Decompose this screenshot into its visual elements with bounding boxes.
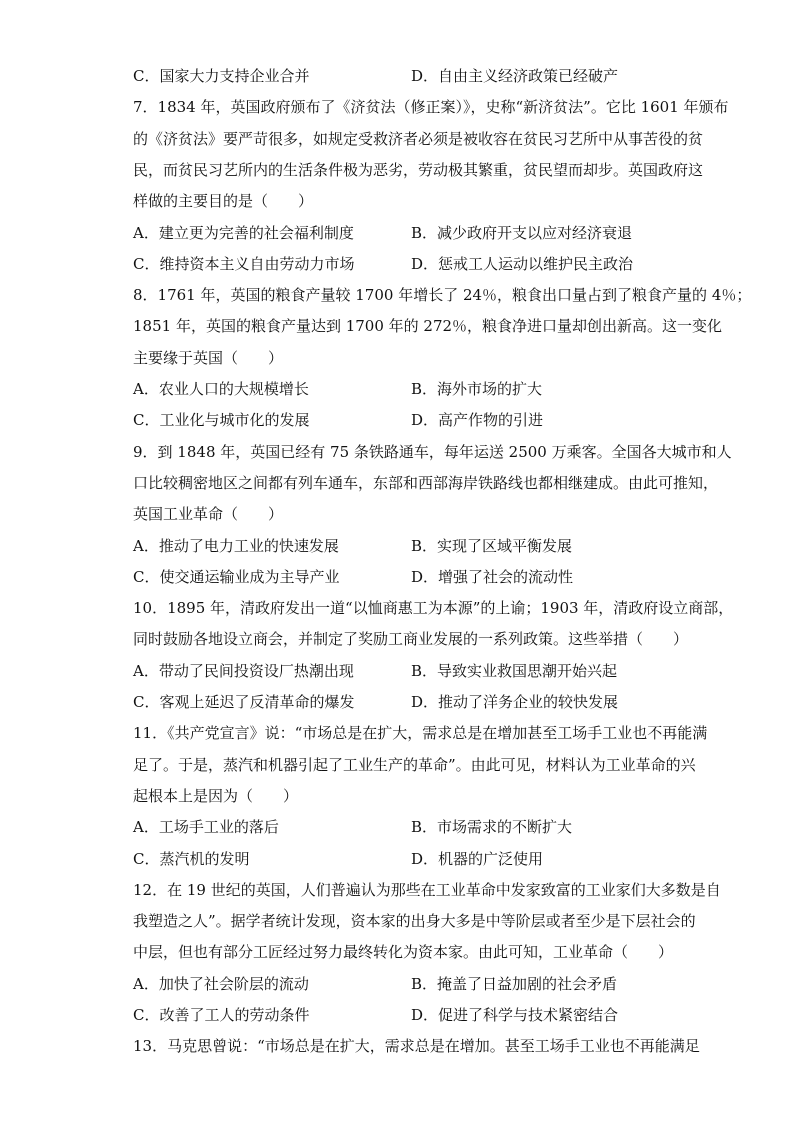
option-row [133, 817, 673, 839]
option-row [133, 974, 673, 996]
answer-option[interactable]: D．惩戒工人运动以维护民主政治 [411, 254, 634, 273]
answer-option[interactable]: D．推动了洋务企业的较快发展 [411, 693, 619, 711]
question-stem-line: 起根本上是因为（ ） [133, 786, 299, 805]
answer-option[interactable]: C．改善了工人的劳动条件 [133, 1006, 310, 1024]
option-row [133, 410, 673, 432]
option-row [133, 223, 673, 245]
answer-option[interactable]: B．掩盖了日益加剧的社会矛盾 [411, 974, 618, 993]
answer-option[interactable]: C．工业化与城市化的发展 [133, 411, 310, 430]
option-row [133, 536, 673, 558]
question-stem-line: 12．在 19 世纪的英国，人们普遍认为那些在工业革命中发家致富的工业家们大多数是自 [133, 880, 721, 899]
question-stem-line: 同时鼓励各地设立商会，并制定了奖励工商业发展的一系列政策。这些举措（ ） [133, 630, 689, 649]
option-row [133, 66, 673, 88]
question-stem-line: 样做的主要目的是（ ） [133, 192, 314, 211]
question-stem-line: 7．1834 年，英国政府颁布了《济贫法（修正案）》，史称“新济贫法”。它比 1601 年颁布 [133, 98, 729, 117]
answer-option[interactable]: A．建立更为完善的社会福利制度 [133, 223, 354, 242]
question-stem-line: 1851 年，英国的粮食产量达到 1700 年的 272％，粮食净进口量却创出新高。这一变化 [133, 317, 723, 336]
option-row [133, 661, 673, 683]
answer-option[interactable]: B．海外市场的扩大 [411, 380, 543, 398]
question-stem-line: 11．《共产党宣言》说：“市场总是在扩大，需求总是在增加甚至工场手工业也不再能满 [133, 724, 708, 743]
question-stem-line: 10．1895 年，清政府发出一道“以恤商惠工为本源”的上谕；1903 年，清政府设立商部， [133, 599, 734, 618]
answer-option[interactable]: D．机器的广泛使用 [411, 849, 544, 868]
answer-option[interactable]: C．客观上延迟了反清革命的爆发 [133, 693, 355, 711]
question-stem-line: 民，而贫民习艺所内的生活条件极为恶劣，劳动极其繁重，贫民望而却步。英国政府这 [133, 160, 704, 179]
answer-option[interactable]: C．国家大力支持企业合并 [133, 67, 310, 85]
question-stem-line: 8．1761 年，英国的粮食产量较 1700 年增长了 24％，粮食出口量占到了粮食产量的 4％； [133, 286, 752, 305]
answer-option[interactable]: C．维持资本主义自由劳动力市场 [133, 254, 355, 273]
answer-option[interactable]: A．加快了社会阶层的流动 [133, 974, 309, 993]
option-row [133, 692, 673, 714]
answer-option[interactable]: B．实现了区域平衡发展 [411, 536, 573, 555]
answer-option[interactable]: B．减少政府开支以应对经济衰退 [411, 223, 633, 242]
answer-option[interactable]: A．农业人口的大规模增长 [133, 380, 309, 398]
option-row [133, 254, 673, 276]
answer-option[interactable]: D．增强了社会的流动性 [411, 567, 574, 586]
option-row [133, 849, 673, 871]
option-row [133, 567, 673, 589]
answer-option[interactable]: B．导致实业救国思潮开始兴起 [411, 661, 618, 680]
answer-option[interactable]: A．推动了电力工业的快速发展 [133, 536, 339, 555]
answer-option[interactable]: D．促进了科学与技术紧密结合 [411, 1006, 619, 1024]
question-stem-line: 主要缘于英国（ ） [133, 348, 284, 367]
option-row [133, 1005, 673, 1027]
answer-option[interactable]: D．自由主义经济政策已经破产 [411, 67, 619, 85]
answer-option[interactable]: B．市场需求的不断扩大 [411, 818, 573, 837]
question-stem-line: 的《济贫法》要严苛很多，如规定受救济者必须是被收容在贫民习艺所中从事苦役的贫 [133, 129, 704, 148]
question-stem-line: 足了。于是，蒸汽和机器引起了工业生产的革命”。由此可见，材料认为工业革命的兴 [133, 755, 696, 774]
question-stem-line: 英国工业革命（ ） [133, 505, 284, 524]
answer-option[interactable]: A．工场手工业的落后 [133, 818, 279, 837]
question-stem-line: 我塑造之人”。据学者统计发现，资本家的出身大多是中等阶层或者至少是下层社会的 [133, 912, 696, 931]
answer-option[interactable]: D．高产作物的引进 [411, 411, 544, 430]
option-row [133, 379, 673, 401]
question-stem-line: 13．马克思曾说：“市场总是在扩大，需求总是在增加。甚至工场手工业也不再能满足 [133, 1037, 700, 1056]
question-stem-line: 中层，但也有部分工匠经过努力最终转化为资本家。由此可知，工业革命（ ） [133, 943, 674, 962]
question-stem-line: 9．到 1848 年，英国已经有 75 条铁路通车，每年运送 2500 万乘客。全国各大城市和人 [133, 442, 732, 461]
answer-option[interactable]: A．带动了民间投资设厂热潮出现 [133, 661, 354, 680]
answer-option[interactable]: C．蒸汽机的发明 [133, 849, 250, 868]
answer-option[interactable]: C．使交通运输业成为主导产业 [133, 567, 340, 586]
question-stem-line: 口比较稠密地区之间都有列车通车，东部和西部海岸铁路线也都相继建成。由此可推知， [133, 473, 719, 492]
